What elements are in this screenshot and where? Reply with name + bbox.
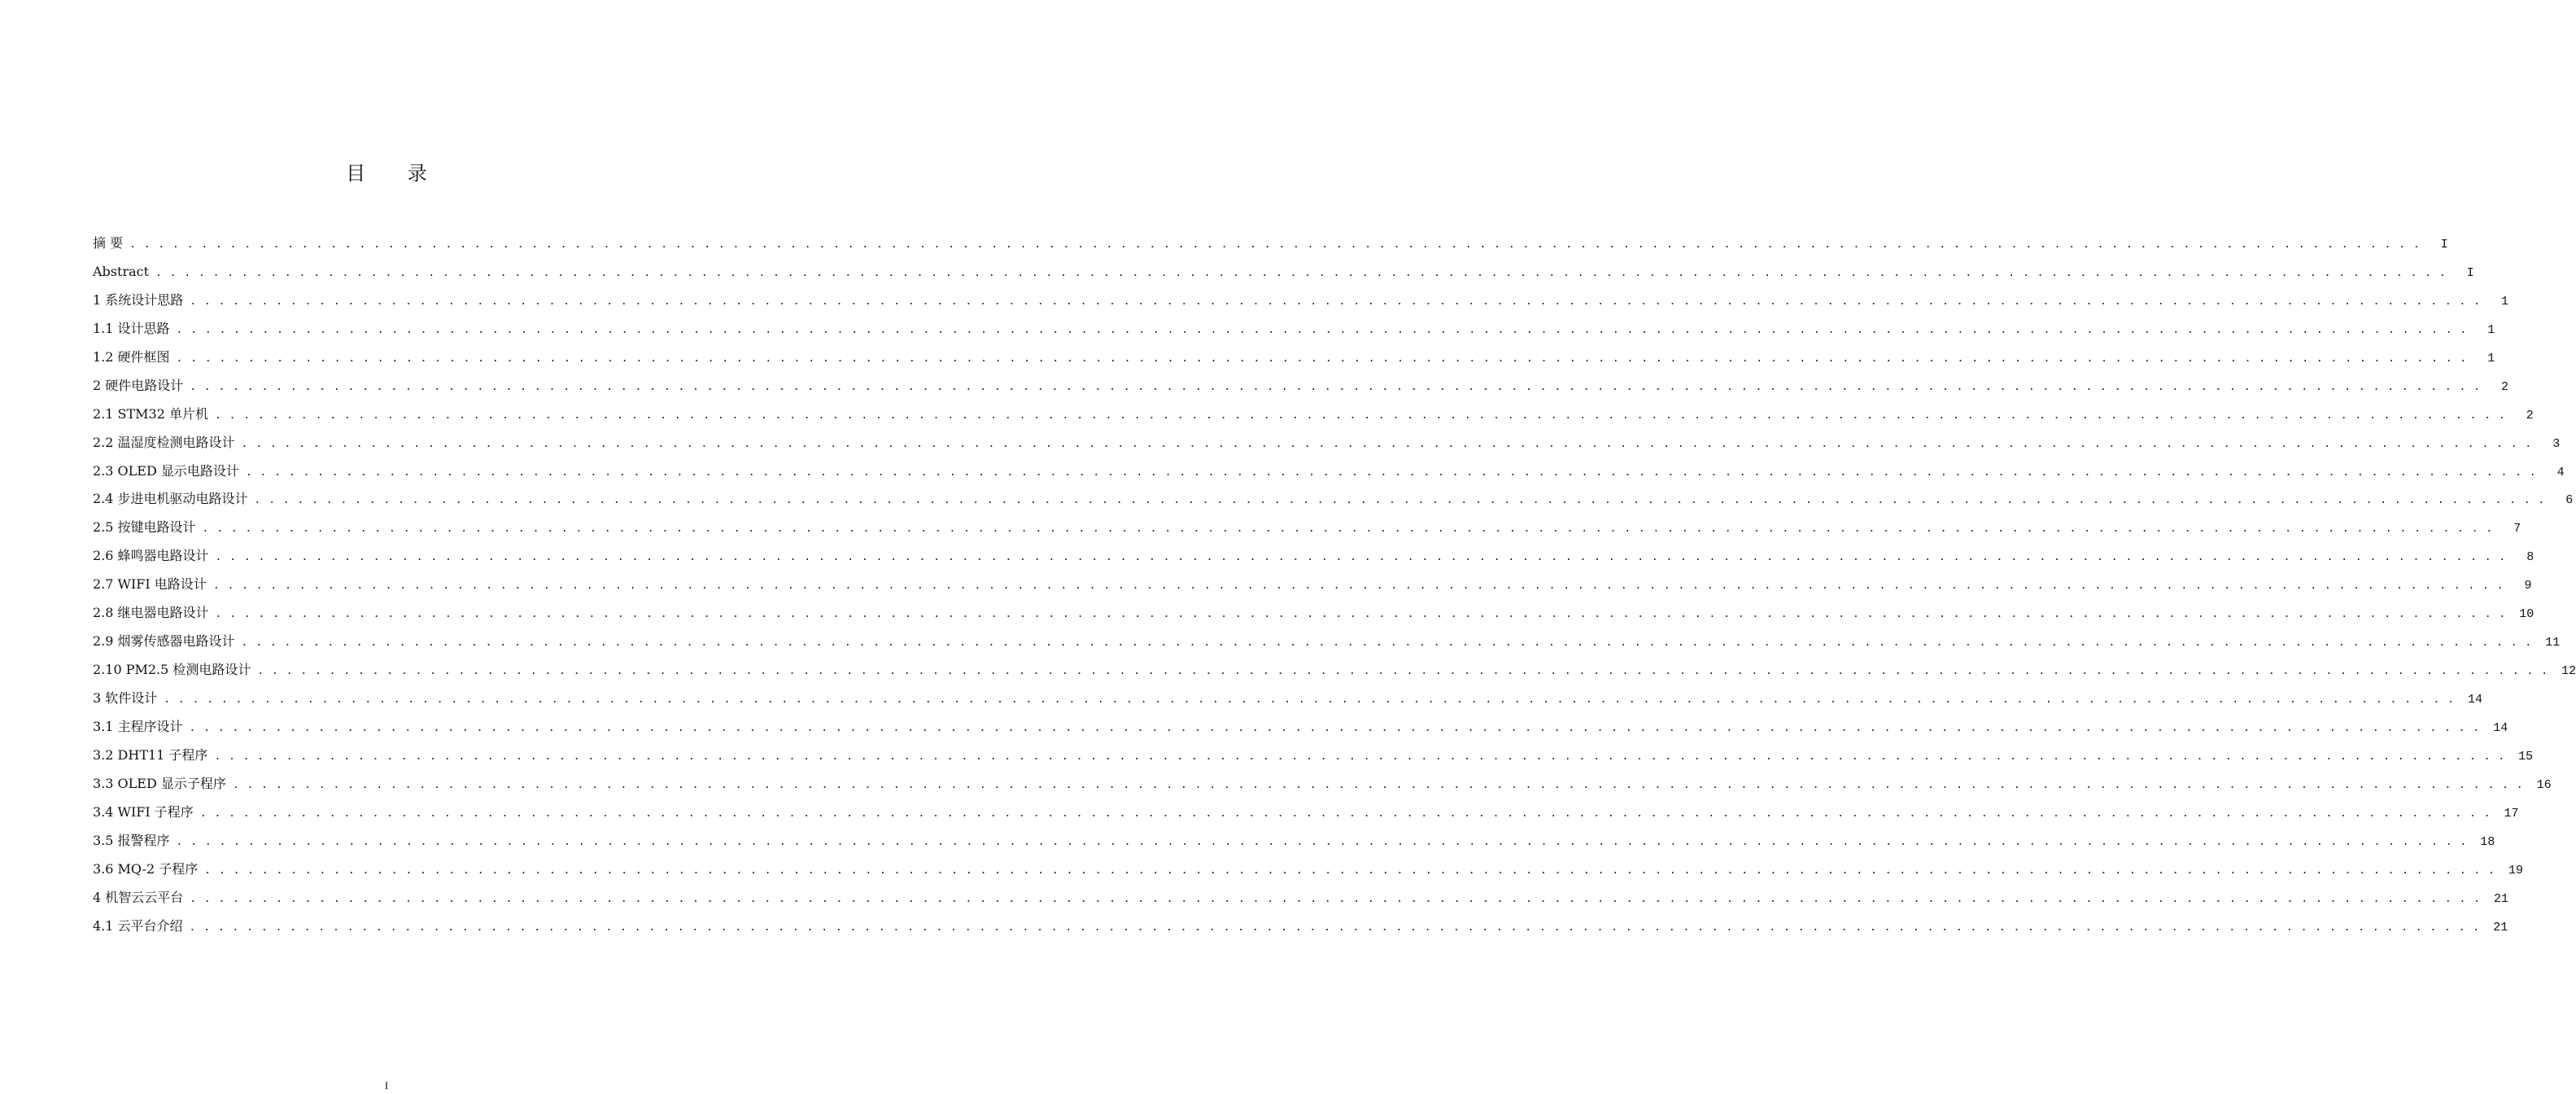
toc-title: 目 录 — [346, 162, 445, 185]
toc-entry-label: 2.4 步进电机驱动电路设计 — [93, 491, 248, 507]
toc-entry-label: 4 机智云云平台 — [93, 889, 184, 905]
toc-entry-label: 2.2 温湿度检测电路设计 — [93, 434, 235, 450]
dot-leader: . . . . . . . . . . . . . . . . . . . . . . . . . . . . . . . . . . . . . . . . . . . . . . . . . . . . . . . . . . . . . . . . . . . . . . . . . . . . . . . . . . . . . . . . . . . . . . . . . . . . . . . . . . . . . . . . . . . . . . . . . . . . . . . . . . . . . . . . . . . . . . . . . . . . . . . . . . . . . . . . — [257, 665, 2549, 678]
dot-leader: . . . . . . . . . . . . . . . . . . . . . . . . . . . . . . . . . . . . . . . . . . . . . . . . . . . . . . . . . . . . . . . . . . . . . . . . . . . . . . . . . . . . . . . . . . . . . . . . . . . . . . . . . . . . . . . . . . . . . . . . . . . . . . . . . . . . . . . . . . . . . . . . . . . . . . . . . . . . . . . . — [204, 864, 2496, 877]
toc-entry-label: 3.6 MQ-2 子程序 — [93, 860, 199, 877]
toc-entry-2-10[interactable] — [93, 656, 2576, 685]
toc-entry-page: 21 — [2493, 920, 2508, 934]
dot-leader: . . . . . . . . . . . . . . . . . . . . . . . . . . . . . . . . . . . . . . . . . . . . . . . . . . . . . . . . . . . . . . . . . . . . . . . . . . . . . . . . . . . . . . . . . . . . . . . . . . . . . . . . . . . . . . . . . . . . . . . . . . . . . . . . . . . . . . . . . . . . . . . . . . . . . . . . . . . . . . . . — [202, 523, 2494, 536]
toc-entry-page: 4 — [2556, 465, 2565, 479]
toc-entry-1-1[interactable] — [93, 315, 2495, 344]
toc-entry-2-2[interactable] — [93, 429, 2561, 457]
toc-entry-3[interactable] — [93, 685, 2482, 713]
toc-entry-label: 2.8 继电器电路设计 — [93, 605, 209, 621]
toc-entry-label: 3.3 OLED 显示子程序 — [93, 775, 226, 791]
dot-leader: . . . . . . . . . . . . . . . . . . . . . . . . . . . . . . . . . . . . . . . . . . . . . . . . . . . . . . . . . . . . . . . . . . . . . . . . . . . . . . . . . . . . . . . . . . . . . . . . . . . . . . . . . . . . . . . . . . . . . . . . . . . . . . . . . . . . . . . . . . . . . . . . . . . . . . . . . . . . . . . . — [176, 352, 2468, 365]
toc-entry-label: 2.7 WIFI 电路设计 — [93, 576, 207, 593]
toc-entry-page: 14 — [2493, 720, 2508, 735]
toc-entry-page: 17 — [2504, 806, 2519, 820]
toc-entry-label: 2.9 烟雾传感器电路设计 — [93, 633, 235, 650]
toc-entry-2-7[interactable] — [93, 571, 2532, 599]
dot-leader: . . . . . . . . . . . . . . . . . . . . . . . . . . . . . . . . . . . . . . . . . . . . . . . . . . . . . . . . . . . . . . . . . . . . . . . . . . . . . . . . . . . . . . . . . . . . . . . . . . . . . . . . . . . . . . . . . . . . . . . . . . . . . . . . . . . . . . . . . . . . . . . . . . . . . . . . . . . . . . . . — [232, 778, 2524, 791]
toc-entry-page: 21 — [2493, 891, 2508, 906]
toc-entry-3-5[interactable] — [93, 827, 2495, 856]
dot-leader: . . . . . . . . . . . . . . . . . . . . . . . . . . . . . . . . . . . . . . . . . . . . . . . . . . . . . . . . . . . . . . . . . . . . . . . . . . . . . . . . . . . . . . . . . . . . . . . . . . . . . . . . . . . . . . . . . . . . . . . . . . . . . . . . . . . . . . . . . . . . . . . . . . . . . . . . . . . . . . . . — [215, 551, 2507, 564]
toc-entry-label: 2.5 按键电路设计 — [93, 519, 196, 536]
dot-leader: . . . . . . . . . . . . . . . . . . . . . . . . . . . . . . . . . . . . . . . . . . . . . . . . . . . . . . . . . . . . . . . . . . . . . . . . . . . . . . . . . . . . . . . . . . . . . . . . . . . . . . . . . . . . . . . . . . . . . . . . . . . . . . . . . . . . . . . . . . . . . . . . . . . . . . . . . . . . . . . . — [212, 580, 2504, 593]
toc-entry-page: 1 — [2487, 351, 2495, 365]
toc-entry-1-2[interactable] — [93, 344, 2495, 372]
toc-entry-page: I — [2440, 238, 2448, 252]
page-number: I — [384, 1079, 389, 1092]
dot-leader: . . . . . . . . . . . . . . . . . . . . . . . . . . . . . . . . . . . . . . . . . . . . . . . . . . . . . . . . . . . . . . . . . . . . . . . . . . . . . . . . . . . . . . . . . . . . . . . . . . . . . . . . . . . . . . . . . . . . . . . . . . . . . . . . . . . . . . . . . . . . . . . . . . . . . . . . . . . . . . . . — [155, 266, 2447, 279]
dot-leader: . . . . . . . . . . . . . . . . . . . . . . . . . . . . . . . . . . . . . . . . . . . . . . . . . . . . . . . . . . . . . . . . . . . . . . . . . . . . . . . . . . . . . . . . . . . . . . . . . . . . . . . . . . . . . . . . . . . . . . . . . . . . . . . . . . . . . . . . . . . . . . . . . . . . . . . . . . . . . . . . — [190, 892, 2481, 905]
toc-entry-page: 7 — [2513, 522, 2521, 536]
toc-entry-label: 2.3 OLED 显示电路设计 — [93, 462, 239, 479]
toc-entry-page: 2 — [2500, 379, 2508, 394]
toc-entry-label: 2 硬件电路设计 — [93, 377, 184, 393]
toc-entry-page: 19 — [2508, 863, 2524, 877]
toc-entry-label: 2.6 蜂鸣器电路设计 — [93, 548, 209, 564]
dot-leader: . . . . . . . . . . . . . . . . . . . . . . . . . . . . . . . . . . . . . . . . . . . . . . . . . . . . . . . . . . . . . . . . . . . . . . . . . . . . . . . . . . . . . . . . . . . . . . . . . . . . . . . . . . . . . . . . . . . . . . . . . . . . . . . . . . . . . . . . . . . . . . . . . . . . . . . . . . . . . . . . — [254, 494, 2546, 507]
toc-entry-label: 3.5 报警程序 — [93, 832, 170, 848]
toc-entry-page: 3 — [2552, 436, 2561, 451]
dot-leader: . . . . . . . . . . . . . . . . . . . . . . . . . . . . . . . . . . . . . . . . . . . . . . . . . . . . . . . . . . . . . . . . . . . . . . . . . . . . . . . . . . . . . . . . . . . . . . . . . . . . . . . . . . . . . . . . . . . . . . . . . . . . . . . . . . . . . . . . . . . . . . . . . . . . . . . . . . . . . . . . — [164, 694, 2455, 706]
dot-leader: . . . . . . . . . . . . . . . . . . . . . . . . . . . . . . . . . . . . . . . . . . . . . . . . . . . . . . . . . . . . . . . . . . . . . . . . . . . . . . . . . . . . . . . . . . . . . . . . . . . . . . . . . . . . . . . . . . . . . . . . . . . . . . . . . . . . . . . . . . . . . . . . . . . . . . . . . . . . . . . . — [190, 380, 2481, 393]
toc-entry-page: 10 — [2519, 607, 2535, 622]
toc-entry-page: 1 — [2500, 294, 2508, 309]
toc-entry-label: 3 软件设计 — [93, 690, 158, 706]
toc-entry-page: 18 — [2480, 834, 2495, 849]
dot-leader: . . . . . . . . . . . . . . . . . . . . . . . . . . . . . . . . . . . . . . . . . . . . . . . . . . . . . . . . . . . . . . . . . . . . . . . . . . . . . . . . . . . . . . . . . . . . . . . . . . . . . . . . . . . . . . . . . . . . . . . . . . . . . . . . . . . . . . . . . . . . . . . . . . . . . . . . . . . . . . . . — [189, 721, 2481, 734]
toc-entry-4[interactable] — [93, 884, 2508, 912]
dot-leader: . . . . . . . . . . . . . . . . . . . . . . . . . . . . . . . . . . . . . . . . . . . . . . . . . . . . . . . . . . . . . . . . . . . . . . . . . . . . . . . . . . . . . . . . . . . . . . . . . . . . . . . . . . . . . . . . . . . . . . . . . . . . . . . . . . . . . . . . . . . . . . . . . . . . . . . . . . . . . . . . — [241, 437, 2533, 450]
toc-entry-page: 14 — [2467, 693, 2482, 707]
toc-entry-2-8[interactable] — [93, 599, 2535, 628]
dot-leader: . . . . . . . . . . . . . . . . . . . . . . . . . . . . . . . . . . . . . . . . . . . . . . . . . . . . . . . . . . . . . . . . . . . . . . . . . . . . . . . . . . . . . . . . . . . . . . . . . . . . . . . . . . . . . . . . . . . . . . . . . . . . . . . . . . . . . . . . . . . . . . . . . . . . . . . . . . . . . . . . — [215, 608, 2507, 621]
toc-entry-label: 2.1 STM32 单片机 — [93, 405, 208, 422]
toc-entry-3-1[interactable] — [93, 713, 2508, 742]
toc-entry-page: I — [2466, 265, 2474, 280]
dot-leader: . . . . . . . . . . . . . . . . . . . . . . . . . . . . . . . . . . . . . . . . . . . . . . . . . . . . . . . . . . . . . . . . . . . . . . . . . . . . . . . . . . . . . . . . . . . . . . . . . . . . . . . . . . . . . . . . . . . . . . . . . . . . . . . . . . . . . . . . . . . . . . . . . . . . . . . . . . . . . . . . — [129, 238, 2421, 251]
toc-entry-abstract-cn[interactable] — [93, 230, 2448, 258]
dot-leader: . . . . . . . . . . . . . . . . . . . . . . . . . . . . . . . . . . . . . . . . . . . . . . . . . . . . . . . . . . . . . . . . . . . . . . . . . . . . . . . . . . . . . . . . . . . . . . . . . . . . . . . . . . . . . . . . . . . . . . . . . . . . . . . . . . . . . . . . . . . . . . . . . . . . . . . . . . . . . . . . — [245, 466, 2537, 479]
toc-entry-2-5[interactable] — [93, 514, 2521, 542]
dot-leader: . . . . . . . . . . . . . . . . . . . . . . . . . . . . . . . . . . . . . . . . . . . . . . . . . . . . . . . . . . . . . . . . . . . . . . . . . . . . . . . . . . . . . . . . . . . . . . . . . . . . . . . . . . . . . . . . . . . . . . . . . . . . . . . . . . . . . . . . . . . . . . . . . . . . . . . . . . . . . . . . — [176, 835, 2468, 848]
table-of-contents — [93, 230, 2576, 940]
toc-entry-page: 15 — [2518, 749, 2534, 764]
toc-entry-label: 摘 要 — [93, 235, 124, 251]
toc-entry-label: 3.4 WIFI 子程序 — [93, 803, 194, 820]
toc-entry-2-3[interactable] — [93, 457, 2565, 486]
dot-leader: . . . . . . . . . . . . . . . . . . . . . . . . . . . . . . . . . . . . . . . . . . . . . . . . . . . . . . . . . . . . . . . . . . . . . . . . . . . . . . . . . . . . . . . . . . . . . . . . . . . . . . . . . . . . . . . . . . . . . . . . . . . . . . . . . . . . . . . . . . . . . . . . . . . . . . . . . . . . . . . . — [215, 409, 2506, 422]
toc-entry-2-6[interactable] — [93, 542, 2535, 571]
toc-entry-2-9[interactable] — [93, 628, 2561, 656]
dot-leader: . . . . . . . . . . . . . . . . . . . . . . . . . . . . . . . . . . . . . . . . . . . . . . . . . . . . . . . . . . . . . . . . . . . . . . . . . . . . . . . . . . . . . . . . . . . . . . . . . . . . . . . . . . . . . . . . . . . . . . . . . . . . . . . . . . . . . . . . . . . . . . . . . . . . . . . . . . . . . . . . — [189, 921, 2481, 934]
toc-entry-3-3[interactable] — [93, 770, 2552, 799]
toc-entry-page: 8 — [2526, 550, 2535, 565]
dot-leader: . . . . . . . . . . . . . . . . . . . . . . . . . . . . . . . . . . . . . . . . . . . . . . . . . . . . . . . . . . . . . . . . . . . . . . . . . . . . . . . . . . . . . . . . . . . . . . . . . . . . . . . . . . . . . . . . . . . . . . . . . . . . . . . . . . . . . . . . . . . . . . . . . . . . . . . . . . . . . . . . — [241, 637, 2533, 650]
toc-entry-page: 1 — [2487, 322, 2495, 337]
toc-entry-label: Abstract — [93, 263, 150, 279]
dot-leader: . . . . . . . . . . . . . . . . . . . . . . . . . . . . . . . . . . . . . . . . . . . . . . . . . . . . . . . . . . . . . . . . . . . . . . . . . . . . . . . . . . . . . . . . . . . . . . . . . . . . . . . . . . . . . . . . . . . . . . . . . . . . . . . . . . . . . . . . . . . . . . . . . . . . . . . . . . . . . . . . — [176, 323, 2468, 336]
toc-entry-3-4[interactable] — [93, 799, 2519, 827]
toc-entry-label: 1.2 硬件框图 — [93, 348, 170, 365]
toc-entry-2[interactable] — [93, 372, 2508, 400]
toc-entry-2-4[interactable] — [93, 485, 2574, 514]
toc-entry-page: 12 — [2561, 664, 2576, 679]
dot-leader: . . . . . . . . . . . . . . . . . . . . . . . . . . . . . . . . . . . . . . . . . . . . . . . . . . . . . . . . . . . . . . . . . . . . . . . . . . . . . . . . . . . . . . . . . . . . . . . . . . . . . . . . . . . . . . . . . . . . . . . . . . . . . . . . . . . . . . . . . . . . . . . . . . . . . . . . . . . . . . . . — [190, 295, 2481, 308]
dot-leader: . . . . . . . . . . . . . . . . . . . . . . . . . . . . . . . . . . . . . . . . . . . . . . . . . . . . . . . . . . . . . . . . . . . . . . . . . . . . . . . . . . . . . . . . . . . . . . . . . . . . . . . . . . . . . . . . . . . . . . . . . . . . . . . . . . . . . . . . . . . . . . . . . . . . . . . . . . . . . . . . — [214, 750, 2506, 763]
toc-entry-label: 3.2 DHT11 子程序 — [93, 746, 208, 763]
toc-entry-page: 6 — [2565, 493, 2574, 508]
toc-entry-label: 3.1 主程序设计 — [93, 718, 183, 734]
toc-entry-1[interactable] — [93, 287, 2508, 315]
toc-entry-2-1[interactable] — [93, 400, 2534, 429]
dot-leader: . . . . . . . . . . . . . . . . . . . . . . . . . . . . . . . . . . . . . . . . . . . . . . . . . . . . . . . . . . . . . . . . . . . . . . . . . . . . . . . . . . . . . . . . . . . . . . . . . . . . . . . . . . . . . . . . . . . . . . . . . . . . . . . . . . . . . . . . . . . . . . . . . . . . . . . . . . . . . . . . — [199, 807, 2491, 820]
toc-entry-4-1[interactable] — [93, 912, 2508, 941]
toc-entry-label: 1 系统设计思路 — [93, 291, 184, 308]
toc-entry-label: 1.1 设计思路 — [93, 320, 170, 336]
toc-entry-page: 11 — [2545, 636, 2561, 650]
toc-entry-label: 2.10 PM2.5 检测电路设计 — [93, 662, 251, 678]
toc-entry-3-2[interactable] — [93, 742, 2534, 770]
toc-entry-page: 2 — [2526, 408, 2534, 422]
toc-entry-label: 4.1 云平台介绍 — [93, 917, 183, 934]
toc-entry-page: 16 — [2536, 777, 2552, 792]
toc-entry-3-6[interactable] — [93, 856, 2524, 884]
toc-entry-page: 9 — [2524, 579, 2532, 593]
toc-entry-abstract-en[interactable] — [93, 258, 2474, 287]
